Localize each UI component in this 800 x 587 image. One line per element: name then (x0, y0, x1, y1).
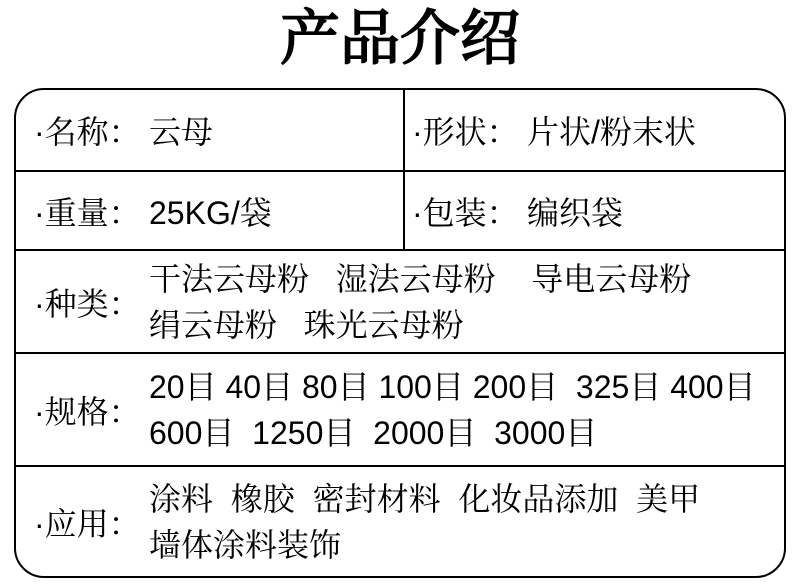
packaging-label: ·包装： (412, 194, 519, 231)
types-line-2: 绢云母粉 珠光云母粉 (149, 306, 464, 343)
cell-shape (403, 90, 784, 170)
specs-content (149, 364, 756, 456)
applications-line-2: 墙体涂料装饰 (149, 526, 342, 563)
shape-label: ·形状： (412, 114, 519, 150)
cell-name (16, 90, 403, 170)
types-content (149, 256, 691, 348)
table-row-specs (16, 352, 784, 465)
table-row-name-shape (16, 90, 784, 170)
specs-line-1: 20目 40目 80目 100目 200目 325目 400目 (149, 368, 756, 405)
cell-weight (16, 172, 403, 249)
specs-line-2: 600目 1250目 2000目 3000目 (149, 414, 598, 451)
applications-line-1: 涂料 橡胶 密封材料 化妆品添加 美甲 (149, 480, 701, 517)
weight-value: 25KG/袋 (149, 194, 272, 231)
name-label: ·名称： (34, 114, 141, 150)
specs-label: ·规格： (34, 393, 141, 430)
shape-value: 片状/粉末状 (527, 114, 696, 150)
table-row-applications (16, 465, 784, 576)
packaging-value: 编织袋 (527, 194, 624, 231)
weight-label: ·重量： (34, 194, 141, 231)
types-line-1: 干法云母粉 湿法云母粉 导电云母粉 (149, 260, 692, 297)
cell-packaging (403, 172, 784, 249)
table-row-weight-packaging (16, 170, 784, 249)
page-title: 产品介绍 (280, 5, 520, 72)
applications-content (149, 476, 700, 568)
applications-label: ·应用： (34, 505, 141, 542)
types-label: ·种类： (34, 285, 141, 322)
product-spec-table (14, 88, 786, 578)
name-value: 云母 (149, 114, 214, 150)
table-row-types (16, 249, 784, 352)
